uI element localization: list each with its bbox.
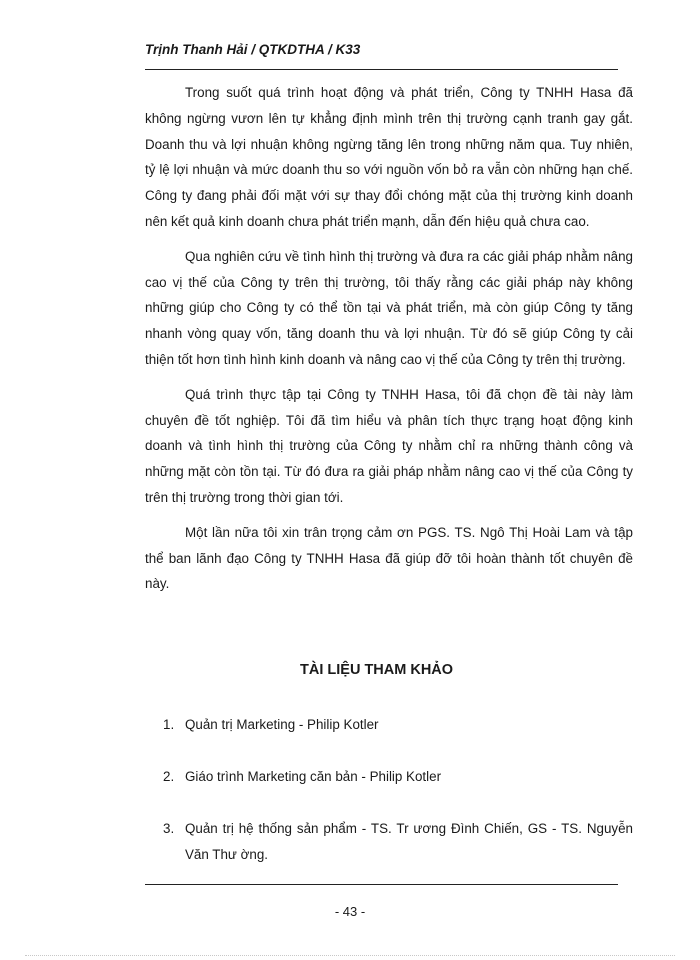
reference-item (145, 712, 633, 764)
page-number: - 43 - (334, 904, 366, 919)
footer-rule (145, 884, 618, 885)
reference-item (145, 764, 633, 816)
running-header: Trịnh Thanh Hải / QTKDTHA / K33 (145, 42, 361, 57)
paragraph-2: Qua nghiên cứu về tình hình thị trường và đưa ra các giải pháp nhằm nâng cao vị thế của Công ty trên thị trường, tôi thấy rằng các giải pháp này không những giúp cho Công ty có thể tồn tại và phát triển, mà còn giúp Công ty tăng nhanh vòng quay vốn, tăng doanh thu và lợi nhuận. Từ đó sẽ giúp Công ty cải thiện tốt hơn tình hình kinh doanh và nâng cao vị thế của Công ty trên thị trường. (145, 248, 633, 367)
reference-number: 3. (163, 821, 175, 836)
reference-item (145, 816, 633, 868)
page-break-line (25, 955, 675, 956)
paragraph-1: Trong suốt quá trình hoạt động và phát triển, Công ty TNHH Hasa đã không ngừng vươn lên tự khẳng định mình trên thị trường cạnh tranh gay gắt. Doanh thu và lợi nhuận không ngừng tăng lên trong những năm qua. Tuy nhiên, tỷ lệ lợi nhuận và mức doanh thu so với nguồn vốn bỏ ra vẫn còn những hạn chế. Công ty đang phải đối mặt với sự thay đổi chóng mặt của thị trường kinh doanh nên kết quả kinh doanh chưa phát triển mạnh, dẫn đến hiệu quả chưa cao. (145, 85, 633, 229)
reference-number: 2. (163, 769, 175, 784)
references-list (145, 712, 633, 868)
reference-text: Giáo trình Marketing căn bản - Philip Kotler (185, 769, 442, 784)
reference-text: Quản trị Marketing - Philip Kotler (185, 717, 379, 732)
references-title: TÀI LIỆU THAM KHẢO (300, 662, 454, 678)
paragraph-4: Một lần nữa tôi xin trân trọng cảm ơn PGS. TS. Ngô Thị Hoài Lam và tập thể ban lãnh đạo Công ty TNHH Hasa đã giúp đỡ tôi hoàn thành tốt chuyên đề này. (145, 524, 633, 592)
body-text (145, 80, 633, 606)
reference-number: 1. (163, 717, 175, 732)
reference-text: Quản trị hệ thống sản phẩm - TS. Tr ương Đình Chiến, GS - TS. Nguyễn Văn Thư ờng. (185, 821, 633, 862)
paragraph-3: Quá trình thực tập tại Công ty TNHH Hasa, tôi đã chọn đề tài này làm chuyên đề tốt nghiệp. Tôi đã tìm hiểu và phân tích thực trạng hoạt động kinh doanh và tình hình thị trường của Công ty nhằm chỉ ra những thành công và những mặt còn tồn tại. Từ đó đưa ra giải pháp nhằm nâng cao vị thế của Công ty trên thị trường trong thời gian tới. (145, 386, 633, 505)
header-rule (145, 69, 618, 70)
